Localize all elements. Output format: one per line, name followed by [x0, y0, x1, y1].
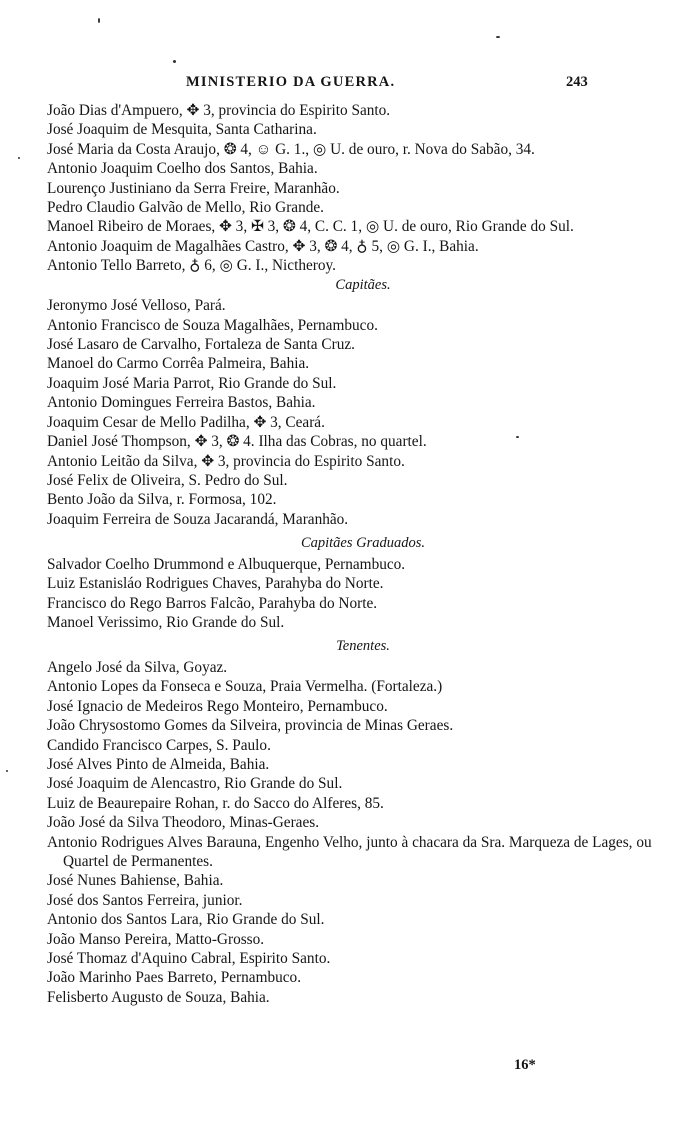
print-speck [516, 436, 519, 438]
officer-entry: Lourenço Justiniano da Serra Freire, Maranhão. [47, 179, 340, 197]
running-title: MINISTERIO DA GUERRA. [186, 74, 396, 90]
officer-entry: Jeronymo José Velloso, Pará. [47, 297, 226, 315]
officer-entry: Manoel do Carmo Corrêa Palmeira, Bahia. [47, 355, 310, 373]
officer-entry: Manoel Ribeiro de Moraes, ✥ 3, ✠ 3, ❂ 4, C. C. 1, ◎ U. de ouro, Rio Grande do Sul. [47, 218, 574, 236]
officer-entry: João Chrysostomo Gomes da Silveira, provincia de Minas Geraes. [47, 717, 454, 735]
officer-entry: Candido Francisco Carpes, S. Paulo. [47, 736, 271, 754]
print-speck [173, 60, 176, 63]
officer-entry: João José da Silva Theodoro, Minas-Geraes. [47, 814, 320, 832]
officer-entry: Antonio Rodrigues Alves Barauna, Engenho Velho, junto à chacara da Sra. Marqueza de Lages, ou Quartel de Permanentes. [47, 833, 652, 870]
officer-entry: Antonio Domingues Ferreira Bastos, Bahia. [47, 394, 316, 412]
officer-entry: Francisco do Rego Barros Falcão, Parahyba do Norte. [47, 594, 378, 612]
officer-entry: Pedro Claudio Galvão de Mello, Rio Grande. [47, 199, 324, 217]
officer-entry: Antonio Francisco de Souza Magalhães, Pernambuco. [47, 316, 378, 334]
print-speck [18, 157, 20, 159]
page-header [0, 74, 683, 96]
officer-entry: Antonio Joaquim Coelho dos Santos, Bahia. [47, 160, 318, 178]
officer-entry: João Marinho Paes Barreto, Pernambuco. [47, 969, 302, 987]
document-body [47, 101, 657, 1007]
officer-entry: Daniel José Thompson, ✥ 3, ❂ 4. Ilha das Cobras, no quartel. [47, 433, 427, 451]
officer-entry: Luiz Estanisláo Rodrigues Chaves, Parahyba do Norte. [47, 575, 384, 593]
section-heading: Capitães. [335, 276, 391, 293]
officer-entry: Salvador Coelho Drummond e Albuquerque, Pernambuco. [47, 555, 406, 573]
officer-entry: Felisberto Augusto de Souza, Bahia. [47, 988, 270, 1006]
officer-entry: José Thomaz d'Aquino Cabral, Espirito Santo. [47, 950, 331, 968]
officer-entry: José Felix de Oliveira, S. Pedro do Sul. [47, 471, 288, 489]
officer-entry: João Manso Pereira, Matto-Grosso. [47, 930, 265, 948]
signature-mark: 16* [514, 1057, 536, 1073]
officer-entry: Antonio Tello Barreto, ♁ 6, ◎ G. I., Nictheroy. [47, 257, 336, 275]
officer-entry: José Ignacio de Medeiros Rego Monteiro, Pernambuco. [47, 697, 388, 715]
officer-entry: Joaquim Ferreira de Souza Jacarandá, Maranhão. [47, 510, 349, 528]
officer-entry: Antonio Leitão da Silva, ✥ 3, provincia do Espirito Santo. [47, 452, 405, 470]
section-heading: Tenentes. [336, 638, 390, 655]
officer-entry: Antonio Joaquim de Magalhães Castro, ✥ 3, ❂ 4, ♁ 5, ◎ G. I., Bahia. [47, 237, 479, 255]
officer-entry: José Joaquim de Mesquita, Santa Catharina. [47, 121, 317, 139]
officer-entry: Luiz de Beaurepaire Rohan, r. do Sacco do Alferes, 85. [47, 794, 384, 812]
officer-entry: Angelo José da Silva, Goyaz. [47, 658, 228, 676]
section-heading: Capitães Graduados. [300, 535, 426, 552]
officer-entry: José dos Santos Ferreira, junior. [47, 891, 243, 909]
print-speck [98, 18, 100, 23]
officer-entry: Bento João da Silva, r. Formosa, 102. [47, 491, 277, 509]
officer-entry: Joaquim José Maria Parrot, Rio Grande do Sul. [47, 374, 337, 392]
officer-entry: Antonio Lopes da Fonseca e Souza, Praia Vermelha. (Fortaleza.) [47, 678, 443, 696]
print-speck [6, 770, 8, 772]
officer-entry: José Lasaro de Carvalho, Fortaleza de Santa Cruz. [47, 336, 355, 354]
officer-entry: Joaquim Cesar de Mello Padilha, ✥ 3, Ceará. [47, 413, 325, 431]
officer-entry: José Maria da Costa Araujo, ❂ 4, ☺ G. 1., ◎ U. de ouro, r. Nova do Sabão, 34. [47, 140, 535, 158]
officer-entry: José Joaquim de Alencastro, Rio Grande do Sul. [47, 775, 343, 793]
officer-entry: João Dias d'Ampuero, ✥ 3, provincia do Espirito Santo. [47, 102, 391, 119]
print-speck [496, 36, 500, 38]
page-number: 243 [566, 74, 588, 90]
officer-entry: Manoel Verissimo, Rio Grande do Sul. [47, 613, 285, 631]
officer-entry: Antonio dos Santos Lara, Rio Grande do Sul. [47, 911, 325, 929]
officer-entry: José Nunes Bahiense, Bahia. [47, 872, 224, 890]
officer-entry: José Alves Pinto de Almeida, Bahia. [47, 755, 270, 773]
